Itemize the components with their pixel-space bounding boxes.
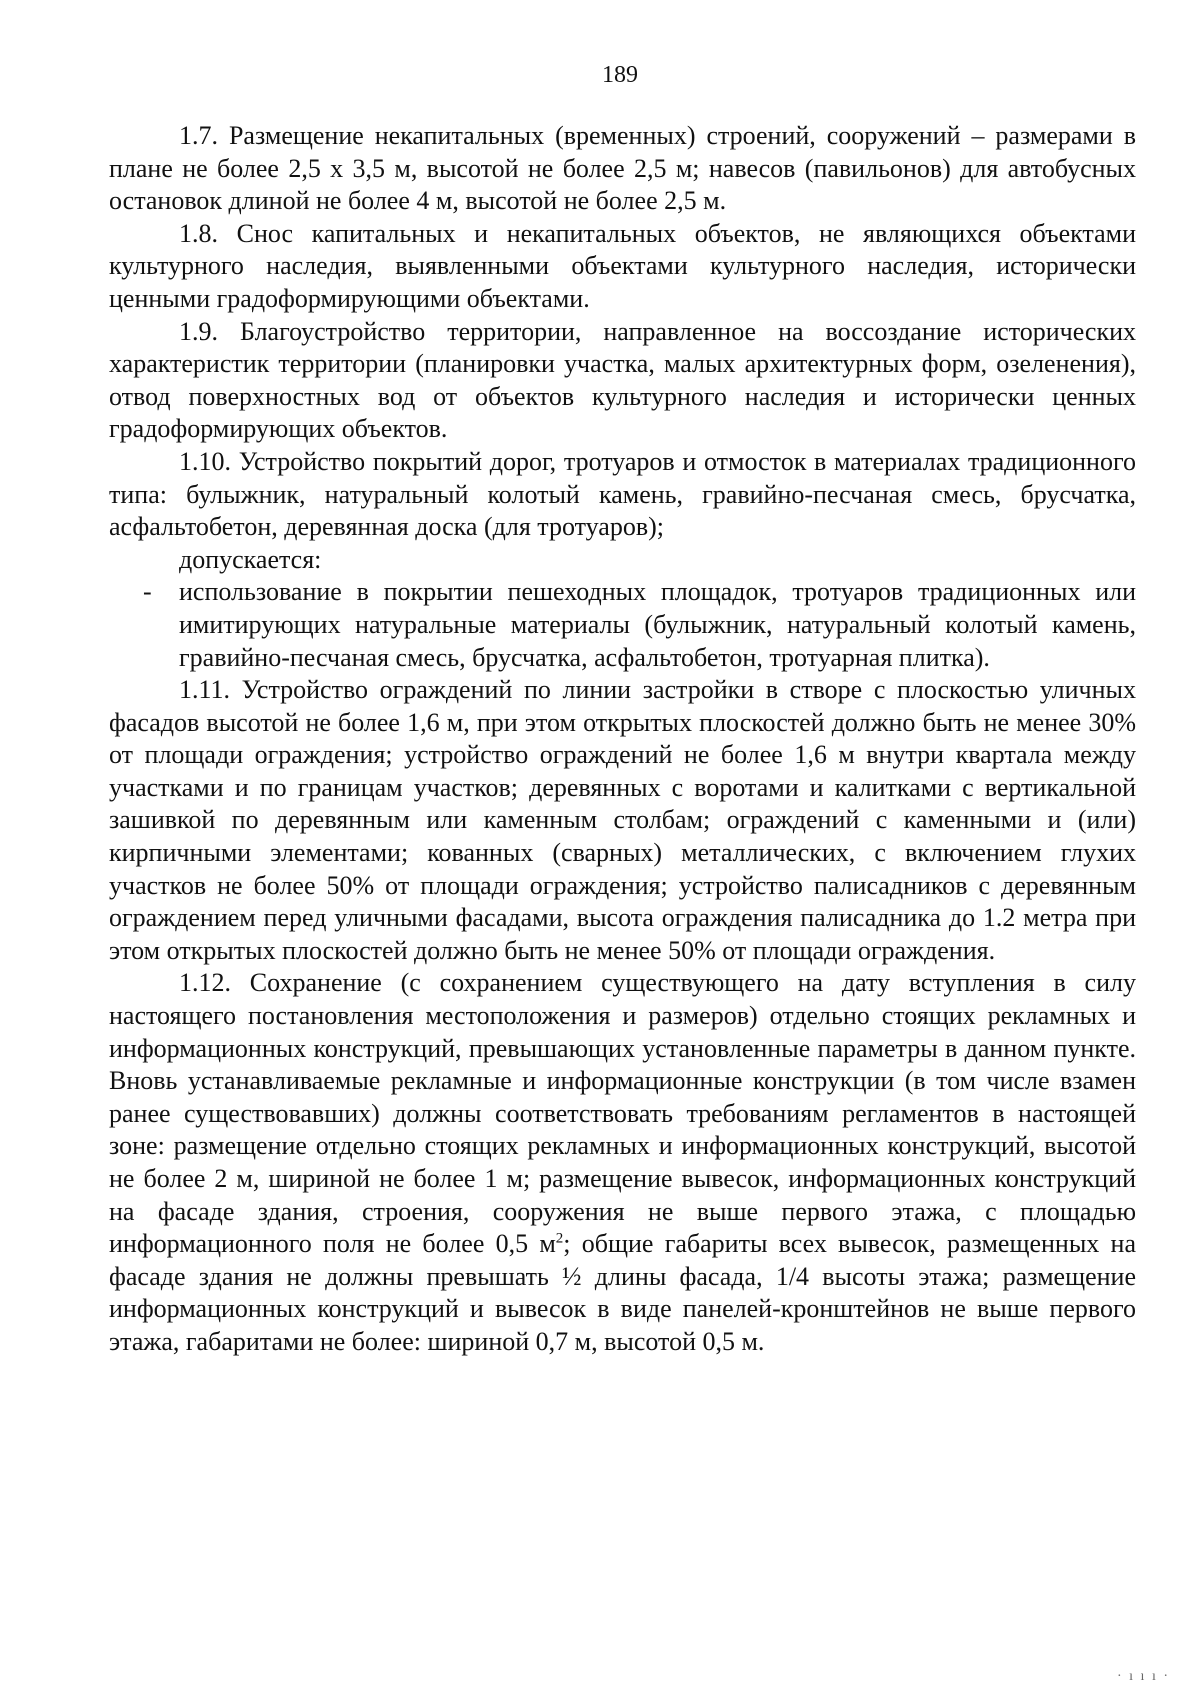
paragraph-1-12-main: 1.12. Сохранение (с сохранением существующего на дату вступления в силу настоящего постановления местоположения и размеров) отдельно стоящих рекламных и информационных конструкций, превышающих установленные параметры в данном пункте. Вновь устанавливаемые рекламные и информационные конструкции (в том числе взамен ранее существовавших) должны соответствовать требованиям регламентов в настоящей зоне: размещение отдельно стоящих рекламных и информационных конструкций, высотой не более 2 м, шириной не более 1 м; размещение вывесок, информационных конструкций на фасаде здания, строения, сооружения не выше первого этажа, с площадью информационного поля не более 0,5 м <box>109 968 1136 1259</box>
paragraph-1-12 <box>109 967 1136 1358</box>
bullet-dash: - <box>143 577 152 607</box>
paragraph-1-8: 1.8. Снос капитальных и некапитальных объектов, не являющихся объектами культурного наследия, выявленными объектами культурного наследия, исторически ценными градоформирующими объектами. <box>109 218 1136 313</box>
page-number: 189 <box>602 62 638 88</box>
scan-marks: · ı ı ı · <box>1117 1669 1170 1684</box>
square-superscript: 2 <box>555 1230 564 1247</box>
paragraph-1-12-rest: ; общие габариты всех вывесок, размещенных на фасаде здания не должны превышать ½ длины фасада, 1/4 высоты этажа; размещение информационных конструкций и вывесок в виде панелей-кронштейнов не выше первого этажа, габаритами не более: шириной 0,7 м, высотой 0,5 м. <box>109 1229 1136 1356</box>
paragraph-1-9: 1.9. Благоустройство территории, направленное на воссоздание исторических характеристик территории (планировки участка, малых архитектурных форм, озеленения), отвод поверхностных вод от объектов культурного наследия и исторически ценных градоформирующих объектов. <box>109 316 1136 444</box>
bullet-item <box>109 576 1136 674</box>
bullet-text: использование в покрытии пешеходных площадок, тротуаров традиционных или имитирующих натуральные материалы (булыжник, натуральный колотый камень, гравийно-песчаная смесь, брусчатка, асфальтобетон, тротуарная плитка). <box>179 577 1136 672</box>
document-body <box>109 120 1136 1359</box>
paragraph-1-11: 1.11. Устройство ограждений по линии застройки в створе с плоскостью уличных фасадов высотой не более 1,6 м, при этом открытых плоскостей должно быть не менее 30% от площади ограждения; устройство ограждений не более 1,6 м внутри квартала между участками и по границам участков; деревянных с воротами и калитками с вертикальной зашивкой по деревянным или каменным столбам; ограждений с каменными и (или) кирпичными элементами; кованных (сварных) металлических, с включением глухих участков не более 50% от площади ограждения; устройство палисадников с деревянным ограждением перед уличными фасадами, высота ограждения палисадника до 1.2 метра при этом открытых плоскостей должно быть не менее 50% от площади ограждения. <box>109 675 1136 965</box>
paragraph-1-7: 1.7. Размещение некапитальных (временных) строений, сооружений – размерами в плане не более 2,5 х 3,5 м, высотой не более 2,5 м; навесов (павильонов) для автобусных остановок длиной не более 4 м, высотой не более 2,5 м. <box>109 121 1136 216</box>
allowed-label: допускается: <box>179 544 322 574</box>
paragraph-1-10: 1.10. Устройство покрытий дорог, тротуаров и отмосток в материалах традиционного типа: булыжник, натуральный колотый камень, гравийно-песчаная смесь, брусчатка, асфальтобетон, деревянная доска (для тротуаров); <box>109 446 1136 542</box>
